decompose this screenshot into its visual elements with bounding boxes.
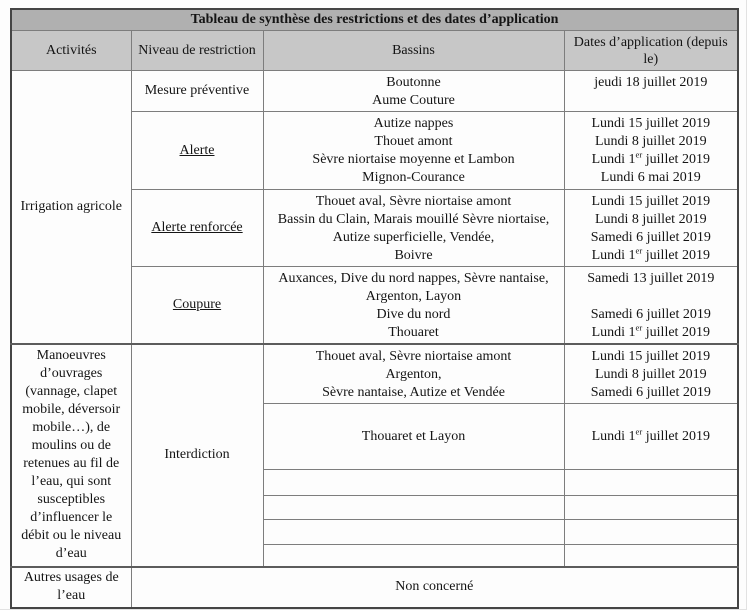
date-line: Lundi 8 juillet 2019 <box>594 367 707 382</box>
activity-manoeuvres: Manoeuvres d’ouvrages (vannage, clapet mobile, déversoir mobile…), de moulins ou de retenues au fil de l’eau, qui sont susceptibles d’influencer le débit ou le niveau d’eau <box>11 344 131 567</box>
date-line: Samedi 6 juillet 2019 <box>590 307 711 322</box>
bassin-line: Sèvre nantaise, Autize et Vendée <box>322 385 505 400</box>
dates-interdiction-2: Lundi 1er juillet 2019 <box>564 404 738 470</box>
date-line: Lundi 15 juillet 2019 <box>591 116 711 131</box>
bassin-line: Autize superficielle, Vendée, <box>332 230 495 245</box>
date-line: Lundi 6 mai 2019 <box>600 170 701 185</box>
activity-irrigation: Irrigation agricole <box>11 71 131 345</box>
activity-autres: Autres usages de l’eau <box>11 567 131 608</box>
empty-dates-cell <box>564 470 738 496</box>
date-line: Samedi 6 juillet 2019 <box>590 385 711 400</box>
empty-bassins-cell <box>263 545 564 567</box>
bassin-line: Dive du nord <box>376 307 451 322</box>
empty-bassins-cell <box>263 470 564 496</box>
header-level: Niveau de restriction <box>131 31 263 71</box>
date-line: Lundi 1er juillet 2019 <box>591 322 710 340</box>
empty-dates-cell <box>564 545 738 567</box>
bassin-line: Boutonne <box>386 75 441 90</box>
level-coupure: Coupure <box>131 267 263 345</box>
empty-bassins-cell <box>263 520 564 545</box>
bassin-line: Argenton, Layon <box>365 289 462 304</box>
bassin-line: Sèvre niortaise moyenne et Lambon <box>312 152 515 167</box>
header-activities: Activités <box>11 31 131 71</box>
date-line: Lundi 15 juillet 2019 <box>591 349 711 364</box>
date-line: Lundi 15 juillet 2019 <box>591 194 711 209</box>
bassin-line: Thouaret <box>388 325 439 340</box>
bassin-line: Aume Couture <box>372 93 455 108</box>
bassin-line: Boivre <box>394 248 433 263</box>
bassins-alerte <box>263 112 564 190</box>
bassin-line: Thouet aval, Sèvre niortaise amont <box>315 349 512 364</box>
date-line: Samedi 6 juillet 2019 <box>590 230 711 245</box>
bassin-line: Auxances, Dive du nord nappes, Sèvre nantaise, <box>278 271 549 286</box>
bassin-line: Mignon-Courance <box>362 170 465 185</box>
date-line: Lundi 8 juillet 2019 <box>594 134 707 149</box>
bassins-coupure <box>263 267 564 345</box>
date-line: Samedi 13 juillet 2019 <box>587 271 715 286</box>
dates-mesure-preventive <box>564 71 738 112</box>
bassin-line: Autize nappes <box>373 116 454 131</box>
dates-coupure <box>564 267 738 345</box>
autres-value: Non concerné <box>131 567 738 608</box>
date-line: Lundi 1er juillet 2019 <box>591 149 710 167</box>
level-mesure-preventive: Mesure préventive <box>131 71 263 112</box>
date-line: Lundi 8 juillet 2019 <box>594 212 707 227</box>
header-dates: Dates d’application (depuis le) <box>564 31 738 71</box>
bassins-interdiction-1 <box>263 344 564 404</box>
dates-alerte-renforcee <box>564 190 738 267</box>
dates-alerte <box>564 112 738 190</box>
bassin-line: Thouet aval, Sèvre niortaise amont <box>315 194 512 209</box>
level-interdiction: Interdiction <box>131 344 263 567</box>
empty-bassins-cell <box>263 496 564 520</box>
date-line <box>568 288 735 306</box>
level-alerte-renforcee: Alerte renforcée <box>131 190 263 267</box>
bassins-interdiction-2: Thouaret et Layon <box>263 404 564 470</box>
bassin-line: Argenton, <box>385 367 442 382</box>
table-title: Tableau de synthèse des restrictions et des dates d’application <box>11 9 738 31</box>
bassin-line: Thouet amont <box>374 134 453 149</box>
header-bassins: Bassins <box>263 31 564 71</box>
bassins-mesure-preventive <box>263 71 564 112</box>
date-line: Lundi 1er juillet 2019 <box>591 245 710 263</box>
restrictions-table <box>10 8 739 609</box>
dates-interdiction-1 <box>564 344 738 404</box>
empty-dates-cell <box>564 520 738 545</box>
bassins-alerte-renforcee <box>263 190 564 267</box>
level-alerte: Alerte <box>131 112 263 190</box>
date-line: jeudi 18 juillet 2019 <box>594 75 708 90</box>
bassin-line: Bassin du Clain, Marais mouillé Sèvre niortaise, <box>277 212 550 227</box>
empty-dates-cell <box>564 496 738 520</box>
